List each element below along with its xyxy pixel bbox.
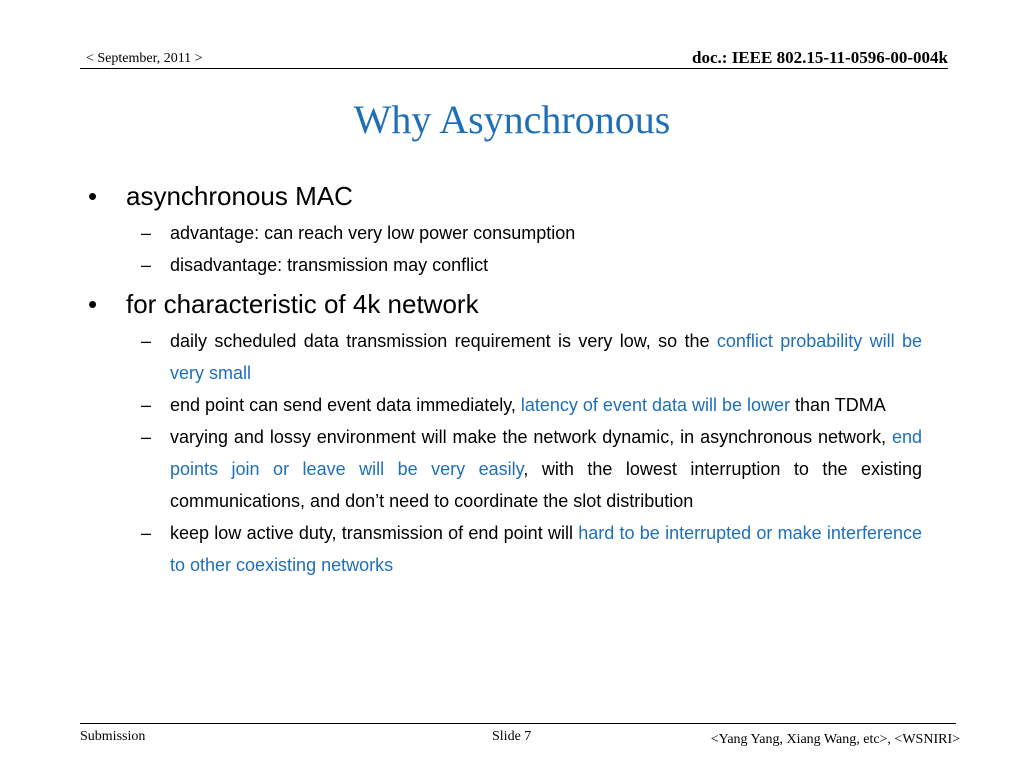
subitem-text: end point can send event data immediately, [170, 395, 521, 415]
footer-authors: <Yang Yang, Xiang Wang, etc>, <WSNIRI> [710, 732, 960, 747]
subitem-highlight: conflict probability will be very small [170, 331, 922, 383]
bullet-text: asynchronous MAC [126, 181, 353, 211]
subitem-disadvantage [84, 249, 922, 281]
slide-body [84, 177, 924, 581]
dash-icon: – [141, 331, 152, 351]
subitem-text: advantage: can reach very low power consumption [170, 223, 576, 243]
slide-title: Why Asynchronous [353, 97, 671, 142]
subitem-text-tail: than TDMA [790, 395, 886, 415]
bullet-icon: • [88, 181, 98, 211]
subitem-highlight: end points join or leave will be very easily [170, 427, 922, 479]
subitem-highlight: hard to be interrupted or make interference to other coexisting networks [170, 523, 922, 575]
dash-icon: – [141, 223, 152, 243]
header-doc-id: doc.: IEEE 802.15-11-0596-00-004k [692, 48, 948, 67]
dash-icon: – [141, 255, 152, 275]
subitem-end-point-event [84, 389, 922, 421]
footer-slide-number: Slide 7 [492, 729, 532, 744]
subitem-advantage [84, 217, 922, 249]
subitem-varying-lossy [84, 421, 922, 517]
bullet-asynchronous-mac [84, 177, 924, 215]
subitem-text: keep low active duty, transmission of end point will [170, 523, 579, 543]
subitem-text: daily scheduled data transmission requirement is very low, so the [170, 331, 717, 351]
bullet-text: for characteristic of 4k network [126, 289, 479, 319]
subitem-text-tail: , with the lowest interruption to the existing communications, and don’t need to coordinate the slot distribution [170, 459, 922, 511]
header-date: < September, 2011 > [86, 51, 203, 66]
dash-icon: – [141, 427, 152, 447]
subitem-low-active-duty [84, 517, 922, 581]
subitem-daily-scheduled [84, 325, 922, 389]
footer-divider [80, 723, 956, 724]
dash-icon: – [141, 395, 152, 415]
header-divider [80, 68, 948, 69]
bullet-characteristic-4k [84, 285, 924, 323]
bullet-icon: • [88, 289, 98, 319]
footer-submission: Submission [80, 729, 146, 744]
subitem-text: disadvantage: transmission may conflict [170, 255, 489, 275]
subitem-text: varying and lossy environment will make the network dynamic, in asynchronous network, [170, 427, 892, 447]
dash-icon: – [141, 523, 152, 543]
subitem-highlight: latency of event data will be lower [520, 395, 791, 415]
